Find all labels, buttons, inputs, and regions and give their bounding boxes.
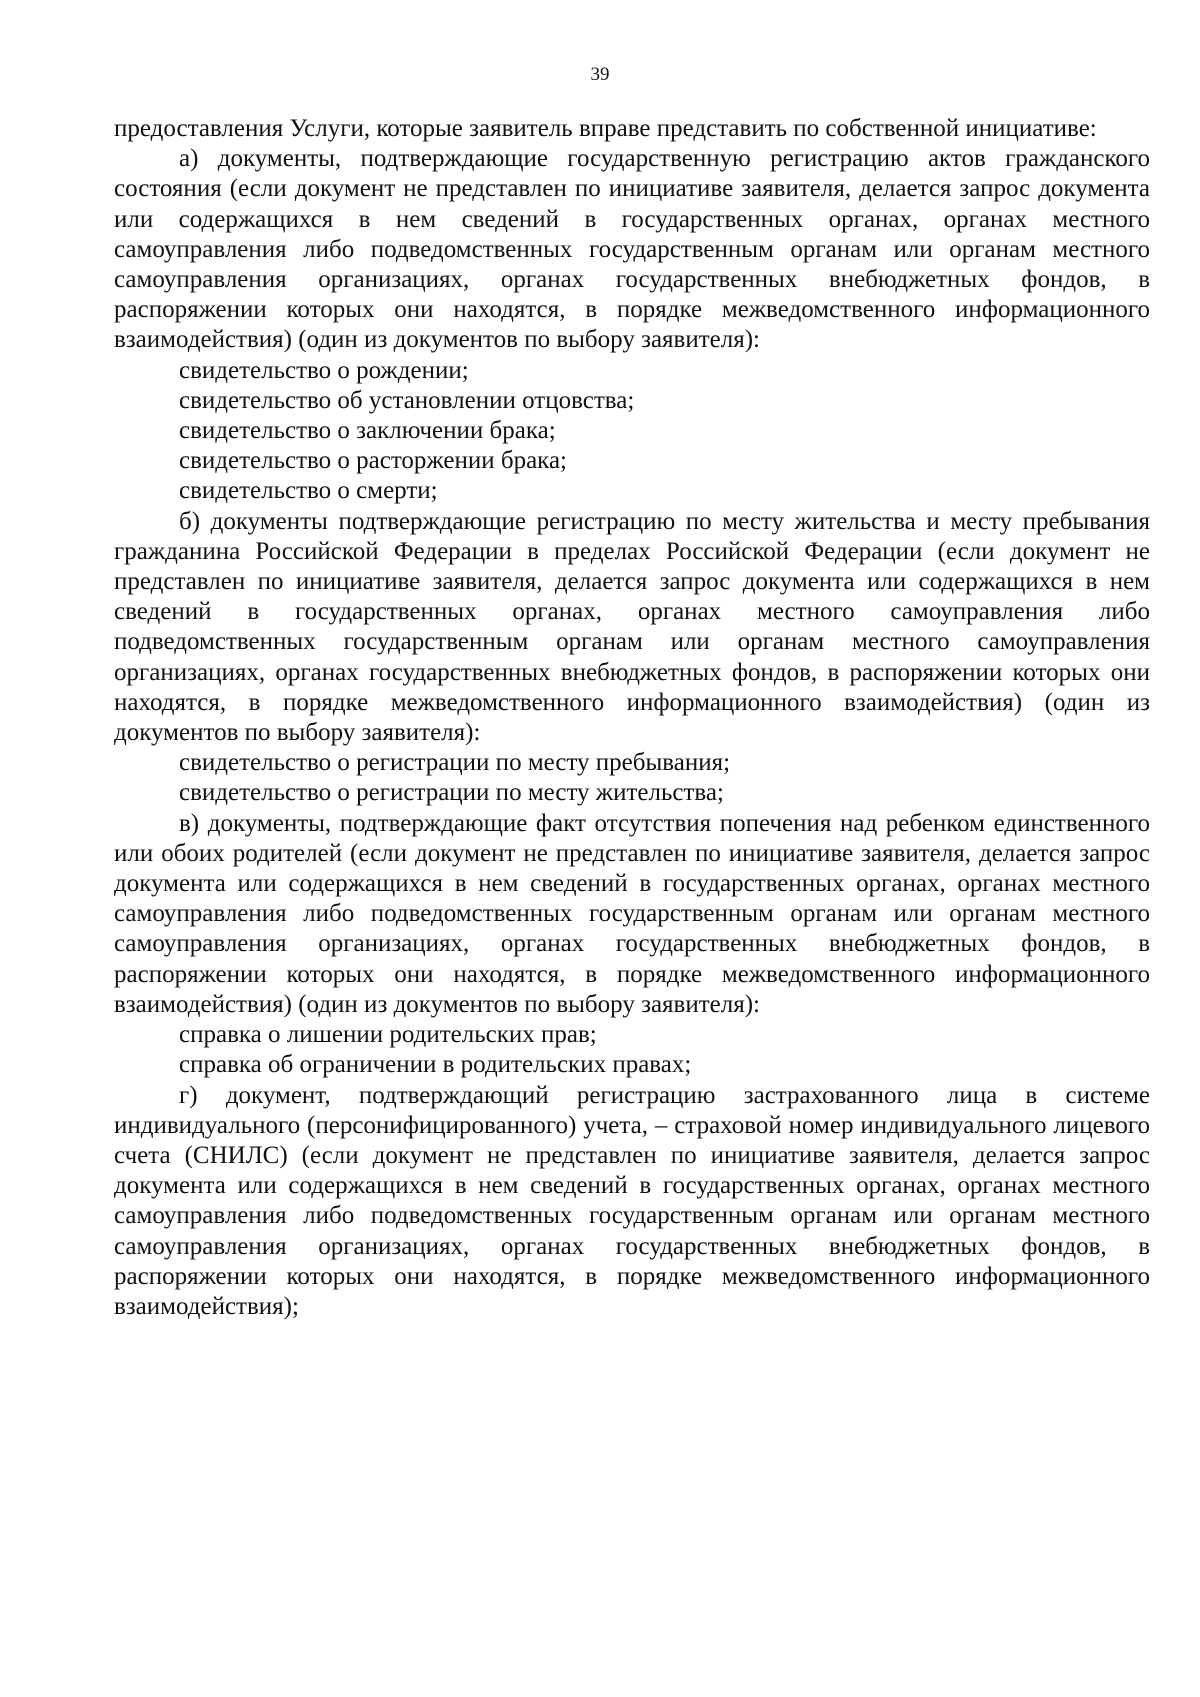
list-item: справка об ограничении в родительских правах; xyxy=(179,1051,692,1079)
list-item: свидетельство о расторжении брака; xyxy=(179,447,567,475)
paragraph: в) документы, подтверждающие факт отсутствия попечения над ребенком единственного или обоих родителей (если документ не представлен по инициативе заявителя, делается запрос документа или содержащихся в нем сведений в государственных органах, органах местного самоуправления либо подведомственных государственным органам или органам местного самоуправления организациях, органах государственных внебюджетных фондов, в распоряжении которых они находятся, в порядке межведомственного информационного взаимодействия) (один из документов по выбору заявителя): xyxy=(114,809,1150,1018)
list-item: свидетельство о заключении брака; xyxy=(179,417,556,445)
list-item: свидетельство о регистрации по месту пребывания; xyxy=(179,749,731,777)
list-item: свидетельство о регистрации по месту жительства; xyxy=(179,779,724,807)
page-number: 39 xyxy=(590,64,610,85)
list-item: свидетельство об установлении отцовства; xyxy=(179,386,635,414)
list-item: свидетельство о рождении; xyxy=(179,356,469,384)
document-body xyxy=(114,114,1150,1322)
paragraph: предоставления Услуги, которые заявитель вправе представить по собственной инициативе: xyxy=(114,115,1097,142)
list-item: свидетельство о смерти; xyxy=(179,477,438,505)
paragraph: б) документы подтверждающие регистрацию по месту жительства и месту пребывания гражданина Российской Федерации в пределах Российской Федерации (если документ не представлен по инициативе заявителя, делается запрос документа или содержащихся в нем сведений в государственных органах, органах местного самоуправления либо подведомственных государственным органам или органам местного самоуправления организациях, органах государственных внебюджетных фондов, в распоряжении которых они находятся, в порядке межведомственного информационного взаимодействия) (один из документов по выбору заявителя): xyxy=(114,507,1150,747)
paragraph: а) документы, подтверждающие государственную регистрацию актов гражданского состояния (если документ не представлен по инициативе заявителя, делается запрос документа или содержащихся в нем сведений в государственных органах, органах местного самоуправления либо подведомственных государственным органам или органам местного самоуправления организациях, органах государственных внебюджетных фондов, в распоряжении которых они находятся, в порядке межведомственного информационного взаимодействия) (один из документов по выбору заявителя): xyxy=(114,145,1150,354)
list-item: справка о лишении родительских прав; xyxy=(179,1021,597,1049)
paragraph: г) документ, подтверждающий регистрацию застрахованного лица в системе индивидуального (персонифицированного) учета, – страховой номер индивидуального лицевого счета (СНИЛС) (если документ не представлен по инициативе заявителя, делается запрос документа или содержащихся в нем сведений в государственных органах, органах местного самоуправления либо подведомственных государственным органам или органам местного самоуправления организациях, органах государственных внебюджетных фондов, в распоряжении которых они находятся, в порядке межведомственного информационного взаимодействия); xyxy=(114,1081,1150,1320)
